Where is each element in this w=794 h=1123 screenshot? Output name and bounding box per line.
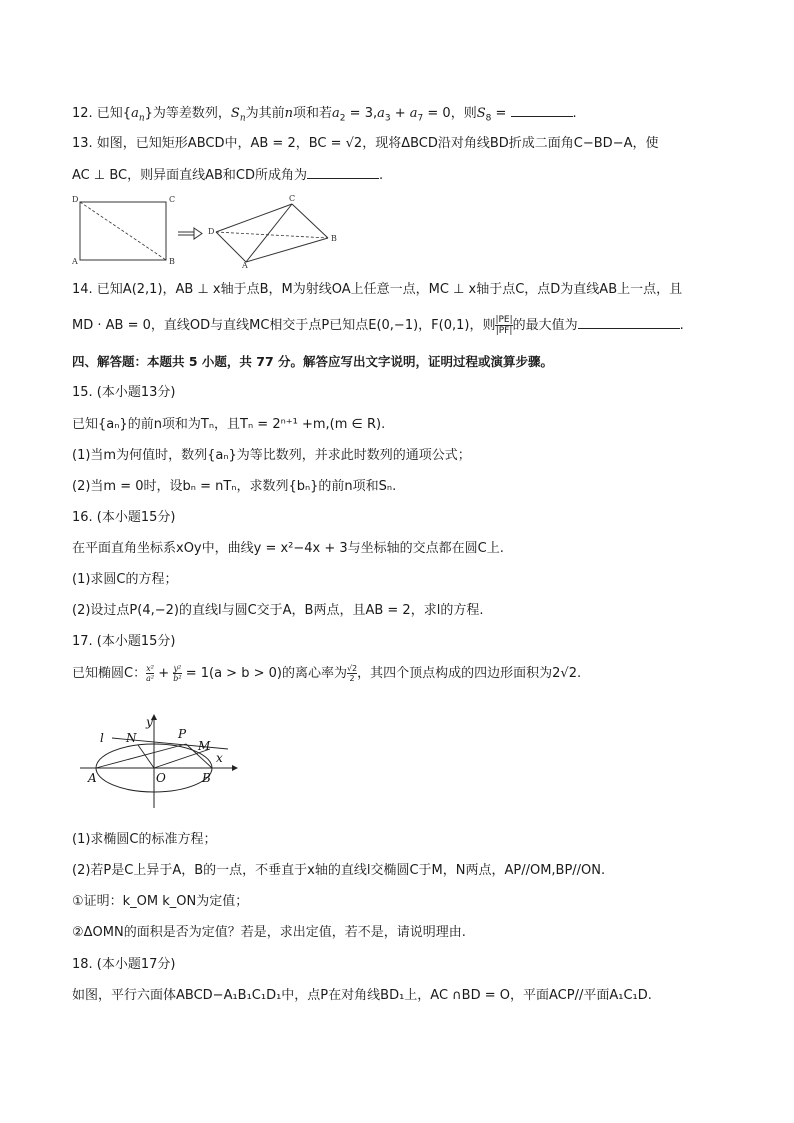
question-17-line1: 已知椭圆C： $\frac{\text{x²}}{\text{a²}}$ + $\frac{\text{y²}}{\text{b²}}$ = 1(a > b > 0)的离心率为 $\frac{√2}{2}$ ，其四个顶点构成的四边形面积为2√2.: [72, 664, 582, 683]
answer-blank-14[interactable]: [578, 314, 680, 329]
label-b: B: [169, 257, 175, 266]
label-m: M: [198, 739, 211, 753]
question-13-line2: AC ⊥ BC，则异面直线AB和CD所成角为 .: [72, 164, 383, 186]
label-b: B: [202, 771, 211, 785]
question-15-line3: (2)当m = 0时，设bₙ = nTₙ，求数列{bₙ}的前n项和Sₙ.: [72, 479, 397, 494]
question-17-line5: ②ΔOMN的面积是否为定值？若是，求出定值，若不是，请说明理由.: [72, 925, 466, 940]
fold-figure: [70, 192, 360, 268]
question-17-line3: (2)若P是C上异于A，B的一点，不垂直于x轴的直线l交椭圆C于M，N两点，AP//OM,BP//ON.: [72, 863, 606, 878]
label-l: l: [100, 731, 104, 745]
question-12: 12. 已知$\{a_n\}$为等差数列，$S_n$为其前n项和若$a_2 = 3,a_3 + a_7 = 0$，则$S_8$ = .: [72, 102, 577, 129]
question-17-head: 17. (本小题15分): [72, 634, 176, 649]
label-y: y: [146, 715, 153, 729]
diagonal-bd: [80, 202, 166, 260]
question-14-line2: MD · AB = 0，直线OD与直线MC相交于点P已知点E(0,−1)，F(0,1)，则 $\frac{|PE|}{|PF|}$ 的最大值为 .: [72, 315, 684, 336]
fraction-pe-pf: $\frac{|PE|}{|PF|}$: [495, 315, 513, 336]
label-d: D: [72, 195, 79, 204]
x-axis-arrow-icon: [232, 765, 238, 771]
question-18-line1: 如图，平行六面体ABCD−A₁B₁C₁D₁中，点P在对角线BD₁上，AC ∩BD = O，平面ACP//平面A₁C₁D.: [72, 988, 652, 1003]
question-16-line3: (2)设过点P(4,−2)的直线l与圆C交于A，B两点，且AB = 2，求l的方程.: [72, 603, 484, 618]
segment-ap: [96, 744, 186, 768]
label-x: x: [216, 751, 223, 765]
label-p: P: [178, 727, 187, 741]
answer-blank-13[interactable]: [307, 164, 379, 179]
answer-blank-12[interactable]: [511, 102, 573, 117]
question-16-line1: 在平面直角坐标系xOy中，曲线y = x²−4x + 3与坐标轴的交点都在圆C上.: [72, 541, 504, 556]
label-n: N: [126, 731, 137, 745]
question-18-head: 18. (本小题17分): [72, 957, 176, 972]
label-a: A: [72, 257, 78, 266]
label-o: O: [156, 771, 166, 785]
folded-figure: [216, 204, 328, 262]
ellipse-figure: [76, 712, 246, 812]
fold-label-c: C: [289, 194, 296, 203]
section-header: 四、解答题：本题共 5 小题，共 77 分。解答应写出文字说明，证明过程或演算步骤。: [72, 354, 554, 369]
label-a: A: [88, 771, 97, 785]
question-17-line2: (1)求椭圆C的标准方程；: [72, 832, 217, 847]
question-17-line4: ①证明：k_OM k_ON为定值；: [72, 894, 249, 909]
question-15-line1: 已知{aₙ}的前n项和为Tₙ，且Tₙ = 2ⁿ⁺¹ +m,(m ∈ R).: [72, 417, 386, 432]
fold-label-d: D: [208, 227, 215, 236]
question-16-line2: (1)求圆C的方程；: [72, 572, 178, 587]
fold-label-a: A: [242, 261, 248, 268]
question-16-head: 16. (本小题15分): [72, 510, 176, 525]
label-c: C: [169, 195, 176, 204]
question-15-line2: (1)当m为何值时，数列{aₙ}为等比数列，并求此时数列的通项公式；: [72, 448, 471, 463]
question-15-head: 15. (本小题13分): [72, 385, 176, 400]
question-14-line1: 14. 已知A(2,1)，AB ⊥ x轴于点B，M为射线OA上任意一点，MC ⊥ x轴于点C，点D为直线AB上一点，且: [72, 282, 683, 297]
question-13-line1: 13. 如图，已知矩形ABCD中，AB = 2，BC = √2，现将ΔBCD沿对角线BD折成二面角C−BD−A，使: [72, 136, 659, 151]
fold-label-b: B: [331, 234, 337, 243]
arrow-icon: [178, 228, 202, 239]
